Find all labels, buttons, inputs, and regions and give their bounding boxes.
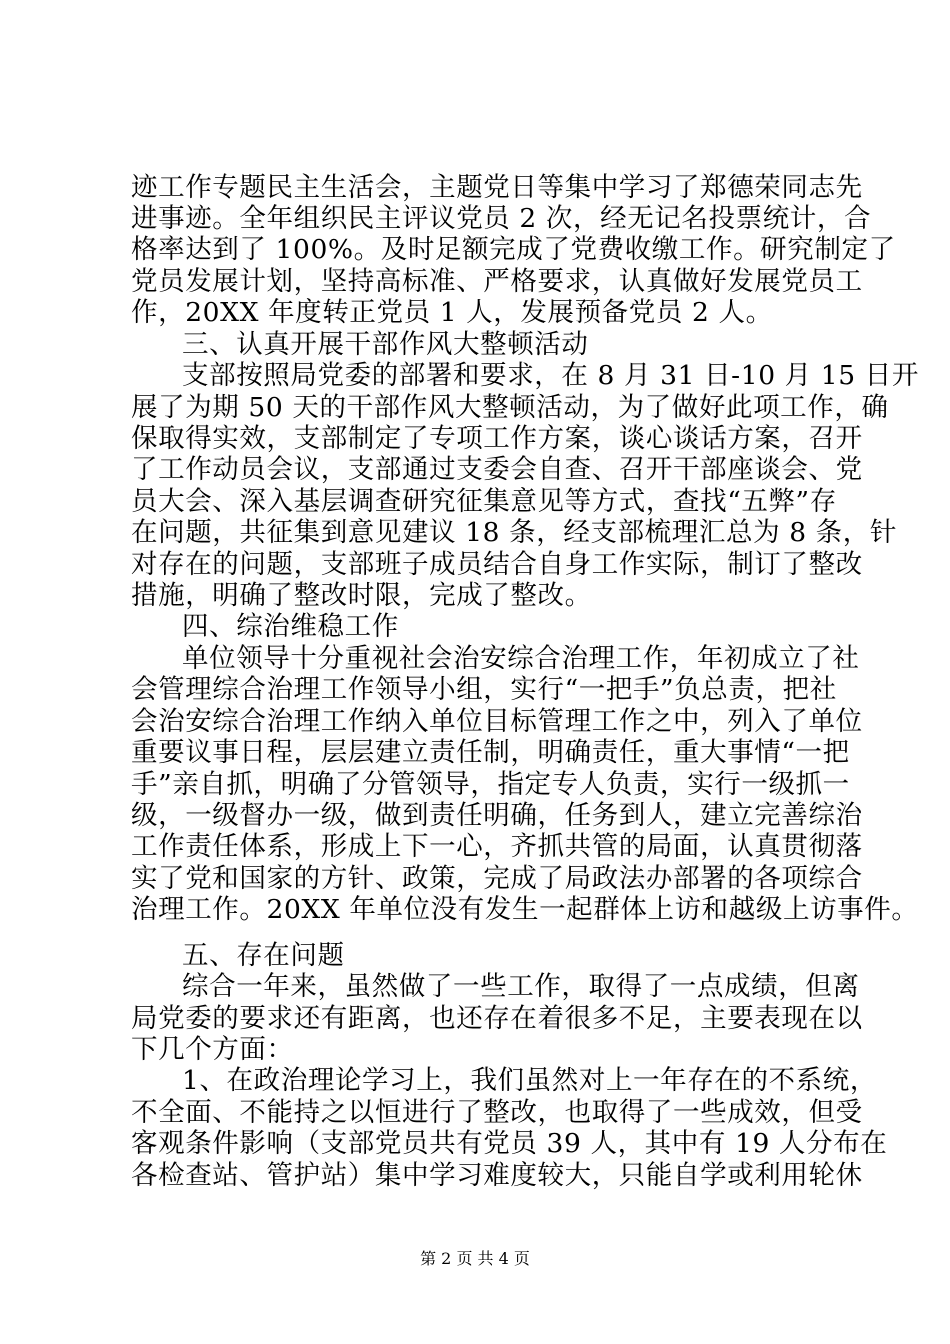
section-heading: 四、综治维稳工作: [182, 611, 399, 642]
body-text-line: 下几个方面：: [131, 1034, 294, 1065]
body-text-line: 重要议事日程，层层建立责任制，明确责任，重大事情“一把: [131, 737, 850, 768]
body-text-line: 综合一年来，虽然做了一些工作，取得了一点成绩，但离: [182, 971, 860, 1002]
body-text-line: 迹工作专题民主生活会，主题党日等集中学习了郑德荣同志先: [131, 172, 863, 203]
body-text-line: 在问题，共征集到意见建议 18 条，经支部梳理汇总为 8 条，针: [131, 517, 897, 548]
body-text-line: 展了为期 50 天的干部作风大整顿活动，为了做好此项工作，确: [131, 392, 889, 423]
body-text-line: 治理工作。20XX 年单位没有发生一起群体上访和越级上访事件。: [131, 894, 919, 925]
section-heading: 五、存在问题: [182, 940, 345, 971]
list-item: 1、在政治理论学习上，我们虽然对上一年存在的不系统，: [182, 1065, 877, 1096]
body-text-line: 会管理综合治理工作领导小组，实行“一把手”负总责，把社: [131, 674, 837, 705]
body-text-line: 手”亲自抓，明确了分管领导，指定专人负责，实行一级抓一: [131, 769, 850, 800]
body-text-line: 局党委的要求还有距离，也还存在着很多不足，主要表现在以: [131, 1003, 863, 1034]
body-text-line: 实了党和国家的方针、政策，完成了局政法办部署的各项综合: [131, 863, 863, 894]
body-text-line: 工作责任体系，形成上下一心，齐抓共管的局面，认真贯彻落: [131, 831, 863, 862]
body-text-line: 会治安综合治理工作纳入单位目标管理工作之中，列入了单位: [131, 706, 863, 737]
section-heading: 三、认真开展干部作风大整顿活动: [182, 329, 589, 360]
body-text-line: 各检查站、管护站）集中学习难度较大，只能自学或利用轮休: [131, 1160, 863, 1191]
body-text-line: 不全面、不能持之以恒进行了整改，也取得了一些成效，但受: [131, 1097, 863, 1128]
body-text-line: 格率达到了 100%。及时足额完成了党费收缴工作。研究制定了: [131, 234, 896, 265]
body-text-line: 支部按照局党委的部署和要求，在 8 月 31 日-10 月 15 日开: [182, 360, 919, 391]
body-text-line: 作，20XX 年度转正党员 1 人，发展预备党员 2 人。: [131, 297, 773, 328]
body-text-line: 党员发展计划，坚持高标准、严格要求，认真做好发展党员工: [131, 266, 863, 297]
body-text-line: 对存在的问题，支部班子成员结合自身工作实际，制订了整改: [131, 549, 863, 580]
body-text-line: 级，一级督办一级，做到责任明确，任务到人，建立完善综治: [131, 800, 863, 831]
body-text-line: 员大会、深入基层调查研究征集意见等方式，查找“五弊”存: [131, 486, 837, 517]
body-text-line: 客观条件影响（支部党员共有党员 39 人，其中有 19 人分布在: [131, 1128, 888, 1159]
body-text-line: 了工作动员会议，支部通过支委会自查、召开干部座谈会、党: [131, 454, 863, 485]
page-number-footer: 第 2 页 共 4 页: [420, 1249, 530, 1268]
body-text-line: 措施，明确了整改时限，完成了整改。: [131, 580, 592, 611]
body-text-line: 进事迹。全年组织民主评议党员 2 次，经无记名投票统计，合: [131, 203, 872, 234]
body-text-line: 保取得实效，支部制定了专项工作方案，谈心谈话方案，召开: [131, 423, 863, 454]
body-text-line: 单位领导十分重视社会治安综合治理工作，年初成立了社: [182, 643, 860, 674]
